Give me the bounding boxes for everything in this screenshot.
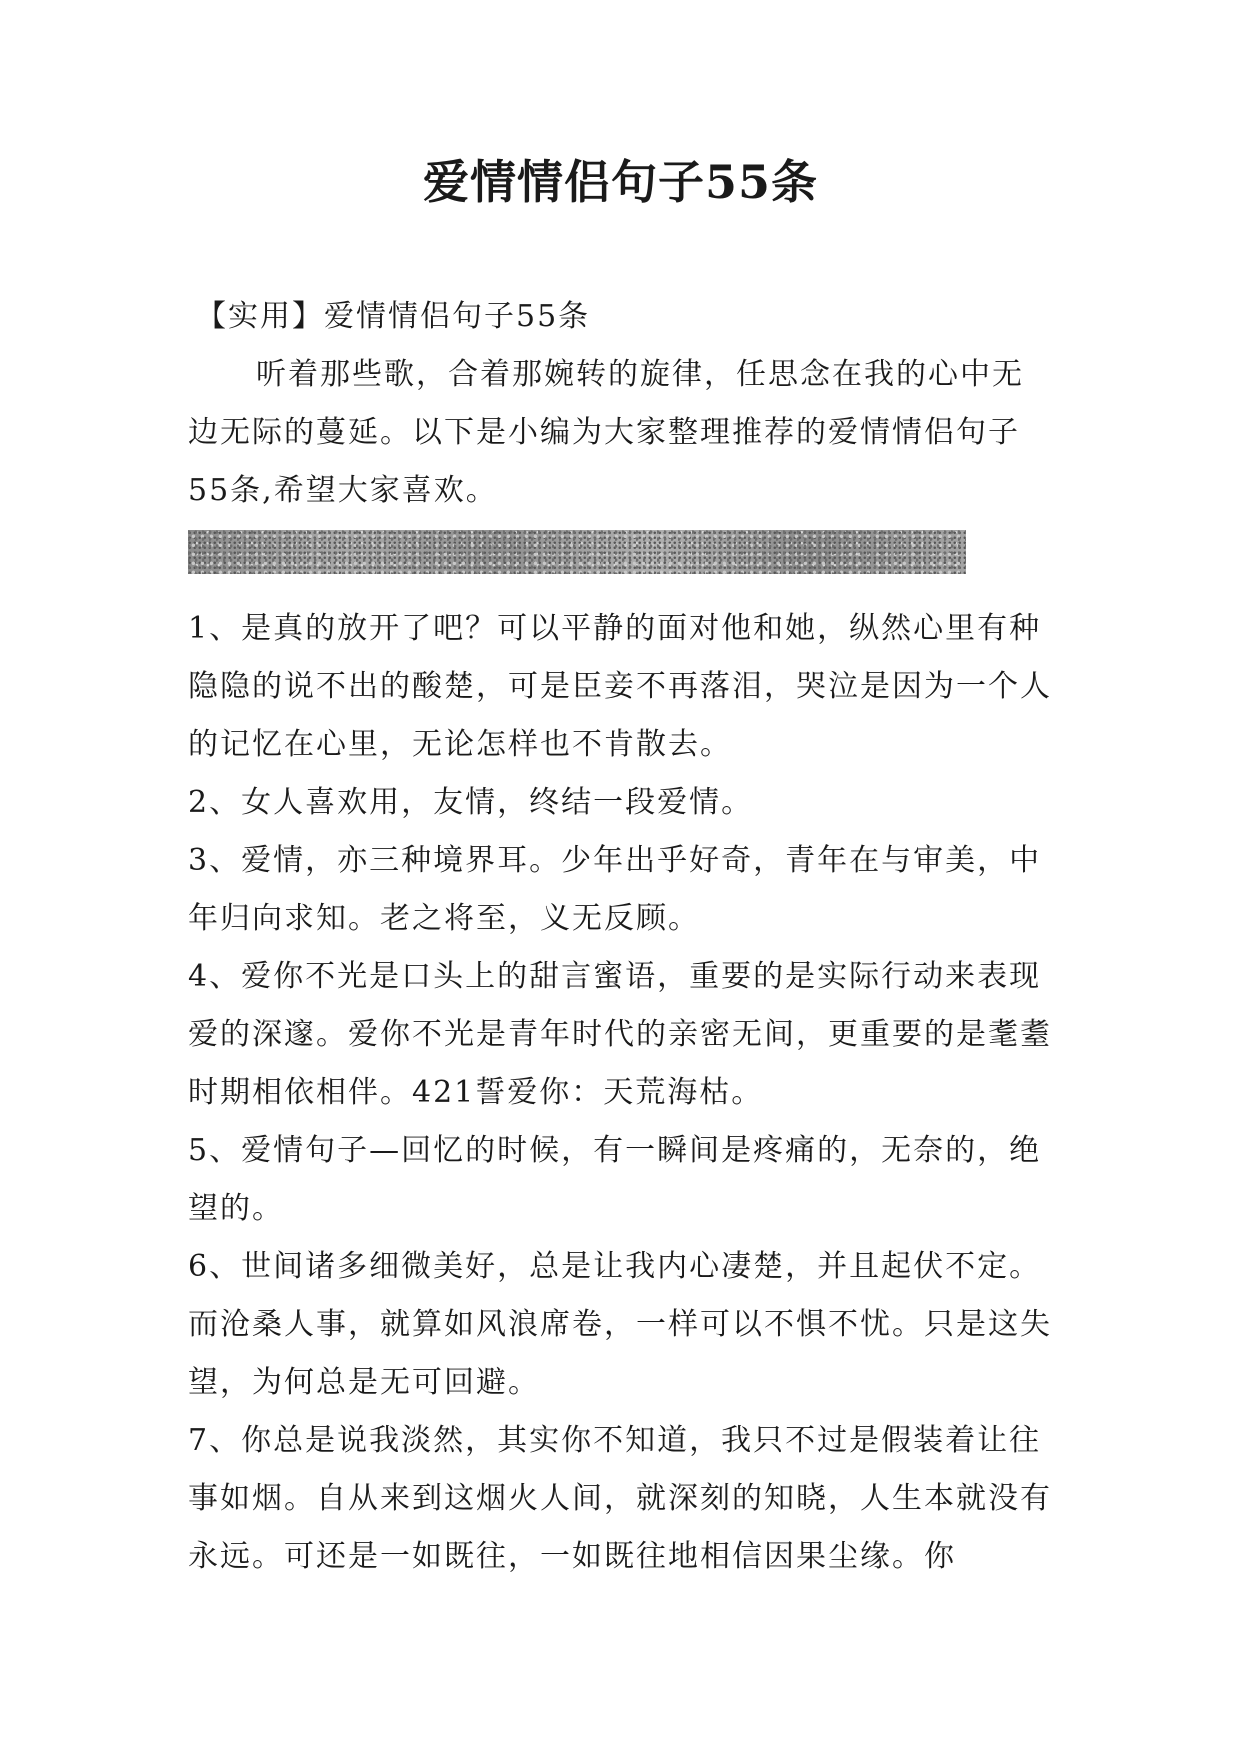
list-item: 3、爱情，亦三种境界耳。少年出乎好奇，青年在与审美，中年归向求知。老之将至，义无反顾。 [188,843,1042,936]
list-item: 2、女人喜欢用，友情，终结一段爱情。 [188,785,754,820]
document-subtitle: 【实用】爱情情侣句子55条 [196,299,591,334]
document-body [188,288,1054,1586]
list-item: 1、是真的放开了吧？可以平静的面对他和她，纵然心里有种隐隐的说不出的酸楚，可是臣妾不再落泪，哭泣是因为一个人的记忆在心里，无论怎样也不肯散去。 [188,611,1052,762]
intro-paragraph: 听着那些歌，合着那婉转的旋律，任思念在我的心中无边无际的蔓延。以下是小编为大家整理推荐的爱情情侣句子55条,希望大家喜欢。 [188,357,1024,508]
list-item: 5、爱情句子—回忆的时候，有一瞬间是疼痛的，无奈的，绝望的。 [188,1133,1042,1226]
list-item: 7、你总是说我淡然，其实你不知道，我只不过是假装着让往事如烟。自从来到这烟火人间，就深刻的知晓，人生本就没有永远。可还是一如既往，一如既往地相信因果尘缘。你 [188,1423,1052,1574]
noise-banner-image [188,530,966,574]
document-title: 爱情情侣句子55条 [422,155,818,209]
list-item: 6、世间诸多细微美好，总是让我内心凄楚，并且起伏不定。而沧桑人事，就算如风浪席卷，一样可以不惧不忧。只是这失望，为何总是无可回避。 [188,1249,1052,1400]
list-item: 4、爱你不光是口头上的甜言蜜语，重要的是实际行动来表现爱的深邃。爱你不光是青年时代的亲密无间，更重要的是耄耋时期相依相伴。421誓爱你：天荒海枯。 [188,959,1052,1110]
